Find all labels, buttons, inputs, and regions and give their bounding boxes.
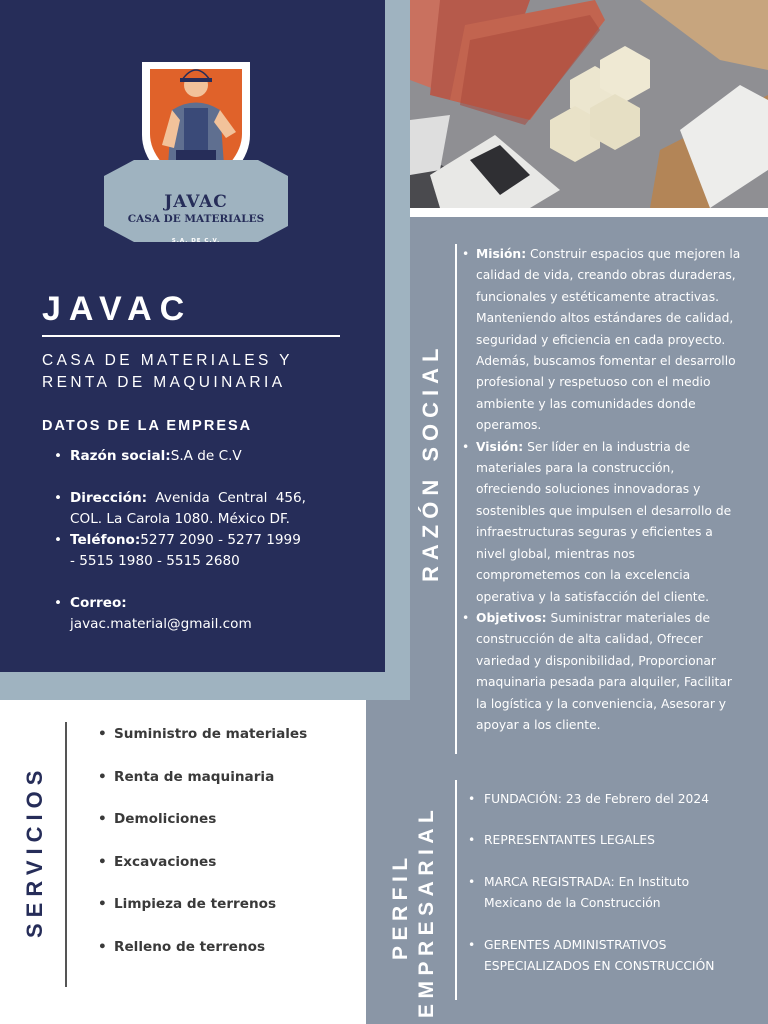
servicio-item: • Suministro de materiales bbox=[98, 726, 307, 769]
logo-legal: S.A. DE C.V. bbox=[171, 238, 221, 244]
servicios-divider bbox=[65, 722, 67, 987]
datos-direccion-value: Avenida Central 456, COL. La Carola 1080. México DF. bbox=[70, 490, 306, 527]
perfil-heading-line2: EMPRESARIAL bbox=[415, 804, 438, 1018]
datos-direccion bbox=[54, 488, 306, 530]
servicio-item: • Limpieza de terrenos bbox=[98, 896, 307, 939]
datos-list bbox=[54, 446, 306, 635]
servicios-list bbox=[98, 726, 307, 982]
datos-telefono bbox=[54, 530, 306, 572]
perfil-item: • MARCA REGISTRADA: En Instituto Mexicano de la Construcción bbox=[468, 872, 748, 915]
vision-item bbox=[460, 437, 742, 608]
objetivos-text: Suministrar materiales de construcción de alta calidad, Ofrecer variedad y disponibilidad, Proporcionar maquinaria pesada para alquiler, Facilitar la logística y la conveniencia, Asesorar y apoyar a los cliente. bbox=[476, 610, 732, 732]
logo-title: JAVAC bbox=[164, 192, 228, 212]
company-logo bbox=[76, 50, 316, 260]
divider-stripe bbox=[410, 208, 768, 217]
datos-telefono-value: 5277 2090 - 5277 1999 - 5515 1980 - 5515 2680 bbox=[70, 532, 301, 569]
vision-text: Ser líder en la industria de materiales para la construcción, ofreciendo soluciones innovadoras y sostenibles que impulsen el desarrollo de infraestructuras seguras y eficientes a nivel global, mientras nos comprometemos con la excelencia operativa y la satisfacción del cliente. bbox=[476, 439, 732, 604]
servicio-item: • Renta de maquinaria bbox=[98, 769, 307, 812]
datos-heading: DATOS DE LA EMPRESA bbox=[42, 418, 253, 434]
servicios-heading: SERVICIOS bbox=[22, 764, 47, 938]
objetivos-item bbox=[460, 608, 742, 736]
company-subtitle-line2: RENTA DE MAQUINARIA bbox=[42, 374, 286, 391]
datos-razon-label: Razón social: bbox=[70, 448, 171, 464]
razon-social-divider bbox=[455, 244, 457, 754]
materials-photo bbox=[410, 0, 768, 208]
servicio-item: • Relleno de terrenos bbox=[98, 939, 307, 982]
datos-direccion-label: Dirección: bbox=[70, 490, 148, 506]
mision-item bbox=[460, 244, 742, 437]
razon-social-heading: RAZÓN SOCIAL bbox=[418, 342, 443, 582]
servicio-item: • Excavaciones bbox=[98, 854, 307, 897]
perfil-item: • GERENTES ADMINISTRATIVOS ESPECIALIZADOS EN CONSTRUCCIÓN bbox=[468, 935, 748, 978]
company-subtitle bbox=[42, 350, 362, 394]
razon-social-list bbox=[460, 244, 742, 736]
datos-correo bbox=[54, 593, 306, 635]
company-name: JAVAC bbox=[42, 290, 193, 328]
company-subtitle-line1: CASA DE MATERIALES Y bbox=[42, 352, 293, 369]
datos-correo-value: javac.material@gmail.com bbox=[70, 616, 252, 632]
datos-razon bbox=[54, 446, 306, 467]
vision-label: Visión: bbox=[476, 439, 524, 454]
mision-label: Misión: bbox=[476, 247, 527, 261]
objetivos-label: Objetivos: bbox=[476, 610, 547, 625]
datos-correo-label: Correo: bbox=[70, 595, 127, 611]
datos-telefono-label: Teléfono: bbox=[70, 532, 141, 548]
perfil-divider bbox=[455, 780, 457, 1000]
datos-razon-value: S.A de C.V bbox=[170, 448, 242, 464]
servicio-item: • Demoliciones bbox=[98, 811, 307, 854]
logo-subtitle: CASA DE MATERIALES bbox=[127, 213, 265, 225]
perfil-item: • REPRESENTANTES LEGALES bbox=[468, 830, 748, 851]
perfil-list bbox=[468, 789, 748, 977]
mision-text: Construir espacios que mejoren la calidad de vida, creando obras duraderas, funcionales y estéticamente atractivas. Manteniendo altos estándares de calidad, seguridad y eficiencia en cada proyecto. Además, buscamos fomentar el desarrollo profesional y respetuoso con el medio ambiente y las comunidades donde operamos. bbox=[476, 247, 741, 433]
perfil-item: • FUNDACIÓN: 23 de Febrero del 2024 bbox=[468, 789, 748, 810]
perfil-heading-line1: PERFIL bbox=[389, 852, 412, 960]
title-divider bbox=[42, 335, 340, 337]
